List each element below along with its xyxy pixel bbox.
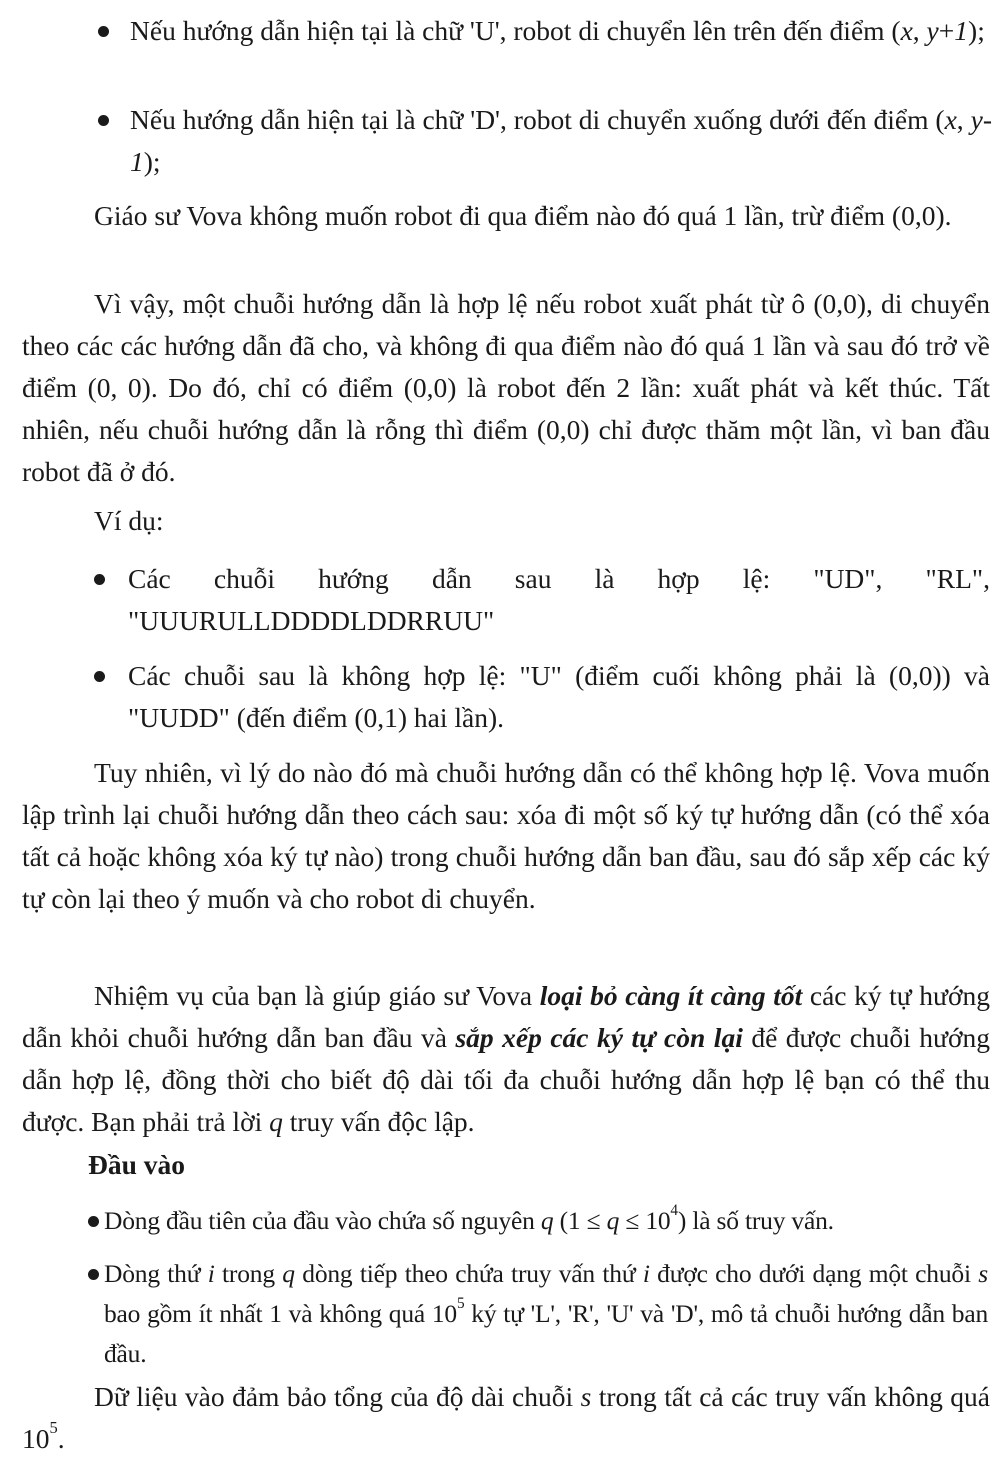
bullet-dot-icon xyxy=(98,26,109,37)
bullet-dot-icon xyxy=(98,115,109,126)
paragraph-constraint: Dữ liệu vào đảm bảo tổng của độ dài chuỗi s trong tất cả các truy vấn không quá $10^5$. xyxy=(22,1381,990,1454)
bullet-dot-icon xyxy=(94,574,105,585)
input-line-queries: Dòng thứ i trong q dòng tiếp theo chứa truy vấn thứ i được cho dưới dạng một chuỗi s bao gồm ít nhất 1 và không quá $10^5$ ký tự 'L', 'R', 'U' và 'D', mô tả chuỗi hướng dẫn ban đầu. xyxy=(104,1259,988,1368)
bullet-dot-icon xyxy=(94,671,105,682)
bullet-move-down: Nếu hướng dẫn hiện tại là chữ 'D', robot di chuyển xuống dưới đến điểm (x, y-1); xyxy=(130,104,992,177)
bullet-valid-examples: Các chuỗi hướng dẫn sau là hợp lệ: "UD", "RL", "UUURULLDDDDLDDRRUU" xyxy=(128,563,990,636)
bullet-move-up: Nếu hướng dẫn hiện tại là chữ 'U', robot di chuyển lên trên đến điểm (x, y+1); xyxy=(130,15,985,46)
bullet-dot-icon xyxy=(88,1216,99,1227)
input-line-first: Dòng đầu tiên của đầu vào chứa số nguyên q $(1 \le q \le 10^4)$ là số truy vấn. xyxy=(104,1202,834,1235)
paragraph-task: Nhiệm vụ của bạn là giúp giáo sư Vova loại bỏ càng ít càng tốt các ký tự hướng dẫn khỏi chuỗi hướng dẫn ban đầu và sắp xếp các ký tự còn lại để được chuỗi hướng dẫn hợp lệ, đồng thời cho biết độ dài tối đa chuỗi hướng dẫn hợp lệ bạn có thể thu được. Bạn phải trả lời q truy vấn độc lập. xyxy=(22,980,990,1137)
paragraph-valid-definition: Vì vậy, một chuỗi hướng dẫn là hợp lệ nếu robot xuất phát từ ô (0,0), di chuyển theo các các hướng dẫn đã cho, và không đi qua điểm nào đó quá 1 lần và sau đó trở về điểm (0, 0). Do đó, chỉ có điểm (0,0) là robot đến 2 lần: xuất phát và kết thúc. Tất nhiên, nếu chuỗi hướng dẫn là rỗng thì điểm (0,0) chỉ được thăm một lần, vì ban đầu robot đã ở đó. xyxy=(22,288,990,487)
input-heading: Đầu vào xyxy=(88,1149,186,1180)
paragraph-no-revisit: Giáo sư Vova không muốn robot đi qua điểm nào đó quá 1 lần, trừ điểm (0,0). xyxy=(94,200,952,231)
paragraph-reprogram: Tuy nhiên, vì lý do nào đó mà chuỗi hướng dẫn có thể không hợp lệ. Vova muốn lập trình lại chuỗi hướng dẫn theo cách sau: xóa đi một số ký tự hướng dẫn (có thể xóa tất cả hoặc không xóa ký tự nào) trong chuỗi hướng dẫn ban đầu, sau đó sắp xếp các ký tự còn lại theo ý muốn và cho robot di chuyển. xyxy=(22,757,990,914)
bullet-invalid-examples: Các chuỗi sau là không hợp lệ: "U" (điểm cuối không phải là (0,0)) và "UUDD" (đến điểm (0,1) hai lần). xyxy=(128,660,990,733)
bullet-dot-icon xyxy=(88,1269,99,1280)
example-label: Ví dụ: xyxy=(94,505,164,536)
